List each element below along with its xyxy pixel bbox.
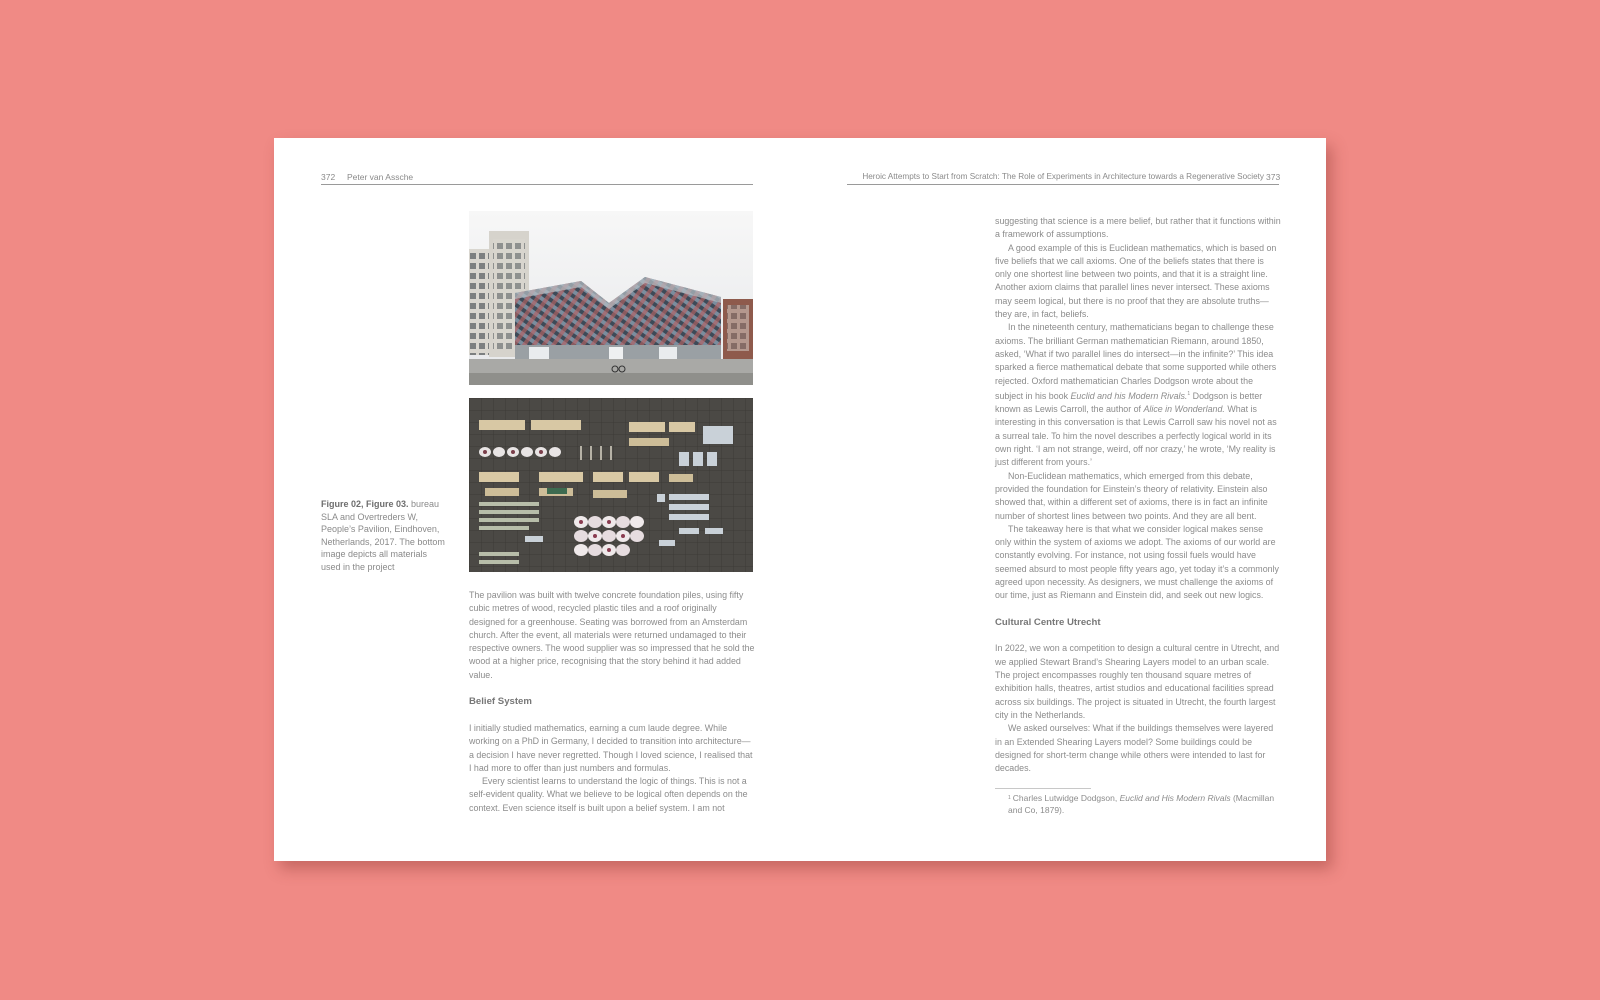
- body-paragraph: The pavilion was built with twelve concrete foundation piles, using fifty cubic metres of wood, recycled plastic tiles and a roof originally designed for a greenhouse. Seating was borrowed from an Amsterdam church. After the event, all materials were returned undamaged to their respective owners. The wood supplier was so impressed that he sold the wood at a higher price, recognising that the story behind it had added value.: [469, 590, 755, 680]
- body-paragraph: In 2022, we won a competition to design a cultural centre in Utrecht, and we applied Stewart Brand’s Shearing Layers model to an urban scale. The project encompasses roughly ten thousand square metres of exhibition halls, theatres, artist studios and educational facilities spread across six buildings. The project is situated in Utrecht, the fourth largest city in the Netherlands.: [995, 643, 1280, 720]
- left-running-head: Peter van Assche: [347, 172, 414, 182]
- book-title: Alice in Wonderland.: [1143, 404, 1225, 415]
- right-header-rule: [847, 184, 1279, 185]
- right-page-number: 373: [1266, 172, 1281, 182]
- footnote-ref: 1: [1187, 390, 1191, 397]
- caption-label: Figure 02, Figure 03.: [321, 499, 409, 509]
- body-paragraph: [995, 321, 1281, 469]
- footnote-number: 1: [1008, 795, 1011, 801]
- body-paragraph: The takeaway here is that what we consider logical makes sense only within the system of axioms we adopt. The axioms of our world are constantly evolving. For instance, not using fossil fuels would have seemed absurd to most people fifty years ago, yet today it’s a commonly agreed upon necessity. As designers, we must challenge the axioms of our time, just as Riemann and Einstein did, and seek out new logics.: [995, 523, 1279, 601]
- pavilion-photo: [469, 211, 753, 385]
- body-paragraph: I initially studied mathematics, earning a cum laude degree. While working on a PhD in Germany, I decided to transition into architecture—a decision I have never regretted. Though I loved science, I realised that I had more to offer than just numbers and formulas.: [469, 722, 753, 773]
- right-text-column: [995, 215, 1281, 775]
- section-heading-cultural-centre: Cultural Centre Utrecht: [995, 616, 1101, 628]
- body-paragraph: We asked ourselves: What if the buildings themselves were layered in an Extended Shearing Layers model? Some buildings could be designed for short-term change while others were intended to last for decades.: [995, 723, 1274, 774]
- footnote-rule: [995, 788, 1091, 789]
- footnote: [1008, 792, 1280, 816]
- body-paragraph: suggesting that science is a mere belief, but rather that it functions within a framework of assumptions.: [995, 216, 1281, 240]
- section-heading-belief-system: Belief System: [469, 696, 532, 708]
- right-running-head: Heroic Attempts to Start from Scratch: The Role of Experiments in Architecture towards a Regenerative Society: [862, 172, 1264, 181]
- body-paragraph: Non-Euclidean mathematics, which emerged from this debate, provided the foundation for Einstein’s theory of relativity. Einstein also showed that, within a different set of axioms, there is in fact an infinite number of shortest lines between two points. And they are all bent.: [995, 470, 1268, 521]
- footnote-title: Euclid and His Modern Rivals: [1119, 793, 1231, 803]
- text-run: What is interesting in this conversation is that Lewis Carroll saw his novel not as a surreal tale. To him the novel describes a perfectly logical world in its own right. ‘I am not strange, weird, off nor crazy,’ he wrote, ‘My reality is just different from yours.’: [995, 404, 1277, 468]
- body-paragraph: A good example of this is Euclidean mathematics, which is based on five beliefs that we call axioms. One of the beliefs states that there is only one shortest line between two points, and that it is a straight line. Another axiom claims that parallel lines never intersect. These axioms may seem logical, but there is no proof that they are absolute truths—they are, in fact, beliefs.: [995, 242, 1277, 320]
- figure-caption: [321, 498, 447, 574]
- left-text-column: [469, 589, 755, 815]
- book-title: Euclid and his Modern Rivals.: [1070, 390, 1188, 401]
- text-run: In the nineteenth century, mathematicians began to challenge these axioms. The brilliant German mathematician Riemann, around 1850, asked, ‘What if two parallel lines do intersect—in the infinite?’ This idea sparked a fierce mathematical debate that some supported while others rejected. Oxford mathematician Charles Dodgson wrote about the subject in his book: [995, 322, 1277, 401]
- left-header-rule: [321, 184, 753, 185]
- materials-photo: [469, 398, 753, 572]
- text-run: Dodgson is better known as Lewis Carroll, the author of: [995, 390, 1263, 415]
- footnote-publisher: (Macmillan and Co, 1879).: [1008, 793, 1275, 815]
- body-paragraph: Every scientist learns to understand the logic of things. This is not a self-evident quality. What we believe to be logical often depends on the context. Even science itself is built upon a belief system. I am not: [469, 776, 748, 813]
- left-page-number: 372: [321, 172, 336, 182]
- caption-text: bureau SLA and Overtreders W, People’s Pavilion, Eindhoven, Netherlands, 2017. The bottom image depicts all materials used in the project: [321, 499, 445, 572]
- footnote-author: Charles Lutwidge Dodgson,: [1012, 793, 1120, 803]
